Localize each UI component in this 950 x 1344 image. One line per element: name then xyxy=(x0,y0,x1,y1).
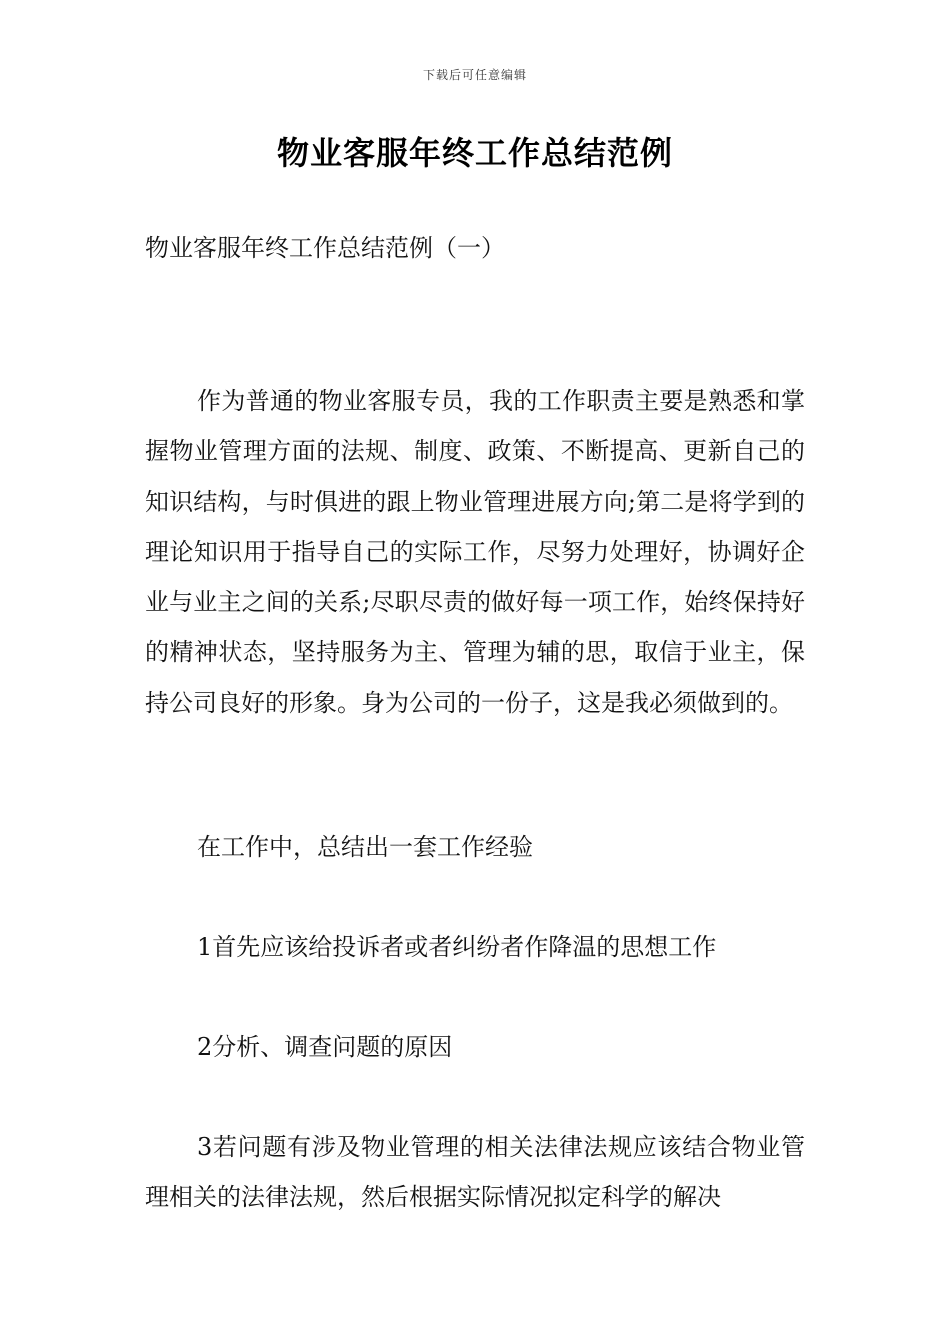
list-item-2: 2分析、调查问题的原因 xyxy=(197,1033,453,1061)
page-title: 物业客服年终工作总结范例 xyxy=(276,134,673,172)
paragraph-duties: 作为普通的物业客服专员，我的工作职责主要是熟悉和掌握物业管理方面的法规、制度、政策、不断提高、更新自己的知识结构，与时俱进的跟上物业管理进展方向;第二是将学到的理论知识用于指导自己的实际工作，尽努力处理好，协调好企业与业主之间的关系;尽职尽责的做好每一项工作，始终保持好的精神状态，坚持服务为主、管理为辅的思，取信于业主，保持公司良好的形象。身为公司的一份子，这是我必须做到的。 xyxy=(145,387,805,717)
paragraph-experience-intro: 在工作中，总结出一套工作经验 xyxy=(197,833,533,861)
list-item-3: 3若问题有涉及物业管理的相关法律法规应该结合物业管理相关的法律法规，然后根据实际情况拟定科学的解决 xyxy=(145,1133,805,1212)
section-subtitle: 物业客服年终工作总结范例（一） xyxy=(145,234,505,262)
list-item-1: 1首先应该给投诉者或者纠纷者作降温的思想工作 xyxy=(197,933,717,961)
header-note: 下载后可任意编辑 xyxy=(422,68,527,82)
